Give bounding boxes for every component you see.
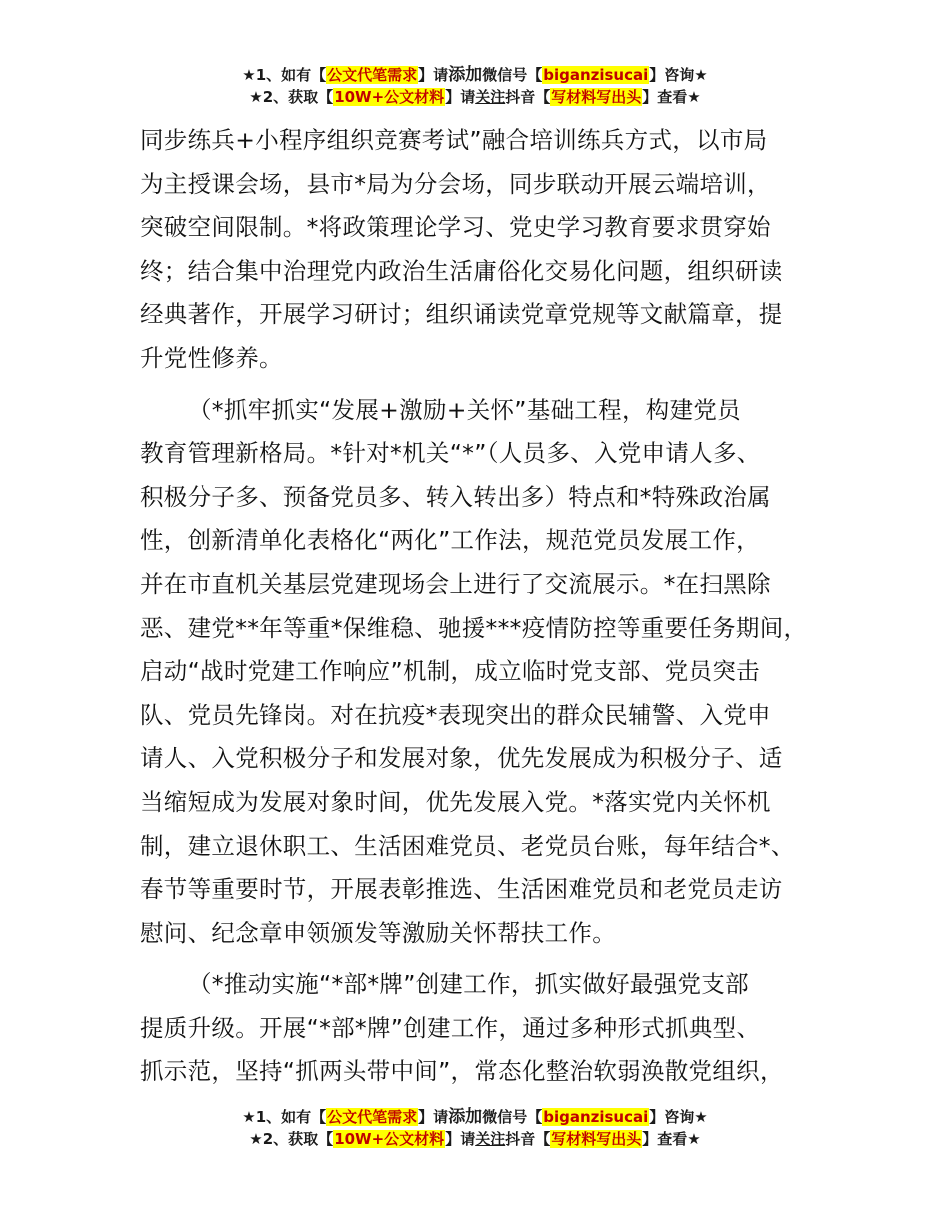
highlight-service: 公文代笔需求 (327, 66, 418, 84)
banner-line-1: ★1、如有【公文代笔需求】请添加微信号【biganzisucai】咨询★ (242, 1107, 708, 1127)
paragraph-1: 同步练兵+小程序组织竞赛考试”融合培训练兵方式，以市局 为主授课会场，县市*局为分会场，同步联动开展云端培训， 突破空间限制。*将政策理论学习、党史学习教育要求贯穿始 终；结合集中治理党内政治生活庸俗化交易化问题，组织研读 经典著作，开展学习研讨；组织诵读党章党规等文献篇章，提 升党性修养。 (140, 126, 783, 372)
banner-line-2: ★2、获取【10W+公文材料】请关注抖音【写材料写出头】查看★ (249, 88, 701, 106)
highlight-materials: 10W+公文材料 (334, 88, 445, 106)
header-banner (0, 64, 950, 108)
banner-line-2: ★2、获取【10W+公文材料】请关注抖音【写材料写出头】查看★ (249, 1130, 701, 1148)
highlight-wechat-id: biganzisucai (543, 1108, 649, 1126)
highlight-douyin: 写材料写出头 (551, 1130, 642, 1148)
highlight-materials: 10W+公文材料 (334, 1130, 445, 1148)
footer-banner (0, 1106, 950, 1150)
paragraph-2: （*抓牢抓实“发展+激励+关怀”基础工程，构建党员 教育管理新格局。*针对*机关“*”（人员多、入党申请人多、 积极分子多、预备党员多、转入转出多）特点和*特殊政治属 性，创新清单化表格化“两化”工作法，规范党员发展工作， 并在市直机关基层党建现场会上进行了交流展示。*在扫黑除 恶、建党**年等重*保维稳、驰援***疫情防控等重要任务期间， 启动“战时党建工作响应”机制，成立临时党支部、党员突击 队、党员先锋岗。对在抗疫*表现突出的群众民辅警、入党申 请人、入党积极分子和发展对象，优先发展成为积极分子、适 当缩短成为发展对象时间，优先发展入党。*落实党内关怀机 制，建立退休职工、生活困难党员、老党员台账，每年结合*、 春节等重要时节，开展表彰推选、生活困难党员和老党员走访 慰问、纪念章申领颁发等激励关怀帮扶工作。 (140, 395, 808, 947)
paragraph-3: （*推动实施“*部*牌”创建工作，抓实做好最强党支部 提质升级。开展“*部*牌”创建工作，通过多种形式抓典型、 抓示范，坚持“抓两头带中间”，常态化整治软弱涣散党组织， (140, 970, 784, 1086)
banner-line-1: ★1、如有【公文代笔需求】请添加微信号【biganzisucai】咨询★ (242, 65, 708, 85)
highlight-wechat-id: biganzisucai (543, 66, 649, 84)
document-body (140, 119, 840, 1094)
highlight-service: 公文代笔需求 (327, 1108, 418, 1126)
highlight-douyin: 写材料写出头 (551, 88, 642, 106)
